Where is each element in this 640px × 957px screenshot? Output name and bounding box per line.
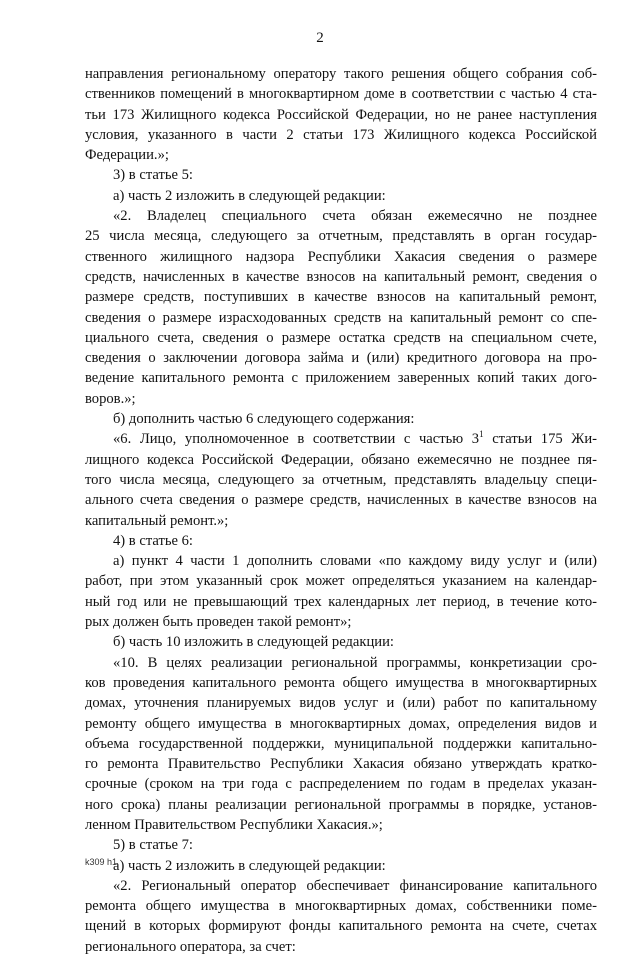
text-line-content: размере средств, поступивших в качестве взносов на капитальный ремонт, (85, 289, 597, 306)
text-line (85, 896, 597, 916)
text-line (85, 470, 597, 490)
text-line-content: циального счета, сведения о размере остатка средств на специальном счете, (85, 329, 597, 346)
text-line-content: ный год или не превышающий трех календарных лет период, в течение кото- (85, 593, 597, 610)
text-line (85, 937, 597, 957)
text-line-content: лищного кодекса Российской Федерации, обязано ежемесячно не позднее пя- (85, 451, 597, 468)
text-line (85, 267, 597, 287)
text-line (85, 105, 597, 125)
text-line (85, 571, 597, 591)
text-line (85, 64, 597, 84)
text-line-content: регионального оператора, за счет: (85, 938, 296, 955)
text-line-content: ственного жилищного надзора Республики Хакасия сведения о размере (85, 248, 597, 265)
text-line (85, 612, 597, 632)
text-line (85, 328, 597, 348)
superscript: 1 (479, 429, 484, 440)
text-line (85, 165, 597, 185)
text-line (85, 389, 597, 409)
text-line (85, 287, 597, 307)
text-line (85, 206, 597, 226)
text-line (85, 795, 597, 815)
text-line-content: 3) в статье 5: (113, 167, 193, 184)
text-line (85, 247, 597, 267)
text-line-content: ленном Правительством Республики Хакасия.»; (85, 816, 383, 833)
text-line-content: «2. Владелец специального счета обязан ежемесячно не позднее (113, 208, 597, 225)
text-line-content: сведения о размере израсходованных средств на капитальный ремонт со спе- (85, 309, 597, 326)
text-line (85, 774, 597, 794)
text-line-content: того числа месяца, следующего за отчетным, представлять владельцу специ- (85, 471, 597, 488)
text-line (85, 450, 597, 470)
text-line-content: статьи 175 Жи- (483, 431, 598, 448)
text-line-content: рых должен быть проведен такой ремонт»; (85, 614, 352, 631)
text-line-content: «6. Лицо, уполномоченное в соответствии с частью 3 (113, 431, 480, 448)
page-number: 2 (316, 30, 324, 46)
text-line-content: ков проведения капитального ремонта общего имущества в многоквартирных (85, 674, 597, 691)
text-line-content: а) часть 2 изложить в следующей редакции: (113, 187, 386, 204)
text-line-content: капитальный ремонт.»; (85, 512, 229, 529)
text-line (85, 632, 597, 652)
text-line (85, 754, 597, 774)
text-line-content: б) часть 10 изложить в следующей редакции: (113, 634, 394, 651)
document-body (85, 64, 597, 957)
text-line (85, 734, 597, 754)
text-line (85, 145, 597, 165)
text-line-content: ведение капитального ремонта с приложением заверенных копий таких дого- (85, 370, 597, 387)
text-line-content: направления региональному оператору такого решения общего собрания соб- (85, 66, 597, 82)
text-line-content: ремонту общего имущества в многоквартирных домах, определения видов и (85, 715, 597, 732)
footer-document-code: k309 h1 (85, 857, 118, 867)
text-line-content: Федерации.»; (85, 147, 169, 164)
text-line (85, 592, 597, 612)
text-line (85, 835, 597, 855)
text-line-content: условия, указанного в части 2 статьи 173 Жилищного кодекса Российской (85, 126, 597, 143)
text-line-content: объема государственной поддержки, муниципальной поддержки капитально- (85, 735, 597, 752)
text-line-content: 25 числа месяца, следующего за отчетным, представлять в орган государ- (85, 228, 597, 245)
text-line-content: средств, начисленных в качестве взносов на капитальный ремонт, сведения о (85, 268, 597, 285)
text-line-content: ального счета сведения о размере средств, начисленных в качестве взносов на (85, 492, 597, 509)
text-line (85, 551, 597, 571)
text-line-content: 4) в статье 6: (113, 532, 193, 549)
text-line-content: ственников помещений в многоквартирном доме в соответствии с частью 4 ста- (85, 86, 597, 103)
text-line-content: ного срока) планы реализации региональной программы в порядке, установ- (85, 796, 597, 813)
text-line (85, 673, 597, 693)
text-line (85, 511, 597, 531)
text-line-content: сведения о заключении договора займа и (или) кредитного договора на про- (85, 350, 597, 367)
text-line-content: тьи 173 Жилищного кодекса Российской Федерации, но не ранее наступления (85, 106, 597, 123)
text-line (85, 186, 597, 206)
text-line-content: б) дополнить частью 6 следующего содержания: (113, 411, 415, 428)
text-line-content: «10. В целях реализации региональной программы, конкретизации сро- (113, 654, 597, 671)
text-line (85, 409, 597, 429)
text-line (85, 368, 597, 388)
text-line-content: ремонта общего имущества в многоквартирных домах, собственники поме- (85, 898, 597, 915)
text-line (85, 856, 597, 876)
text-line-content: воров.»; (85, 390, 136, 407)
text-line-content: а) пункт 4 части 1 дополнить словами «по каждому виду услуг и (или) (113, 553, 597, 570)
text-line (85, 429, 597, 449)
text-line (85, 490, 597, 510)
text-line-content: срочные (сроком на три года с распределением по годам в пределах указан- (85, 776, 597, 793)
text-line (85, 916, 597, 936)
text-line-content: работ, при этом указанный срок может определяться указанием на календар- (85, 573, 597, 590)
text-line-content: домах, уточнения планируемых видов услуг и (или) работ по капитальному (85, 695, 597, 712)
text-line (85, 876, 597, 896)
text-line (85, 348, 597, 368)
text-line (85, 226, 597, 246)
text-line (85, 84, 597, 104)
text-line-content: го ремонта Правительство Республики Хакасия обязано утверждать кратко- (85, 756, 597, 773)
text-line (85, 125, 597, 145)
text-line (85, 653, 597, 673)
text-line (85, 693, 597, 713)
text-line (85, 714, 597, 734)
text-line (85, 308, 597, 328)
text-line-content: а) часть 2 изложить в следующей редакции: (113, 857, 386, 874)
text-line (85, 531, 597, 551)
text-line-content: «2. Региональный оператор обеспечивает финансирование капитального (113, 877, 597, 894)
text-line-content: щений в которых формируют фонды капитального ремонта на счете, счетах (85, 918, 597, 935)
text-line-content: 5) в статье 7: (113, 837, 193, 854)
text-line (85, 815, 597, 835)
